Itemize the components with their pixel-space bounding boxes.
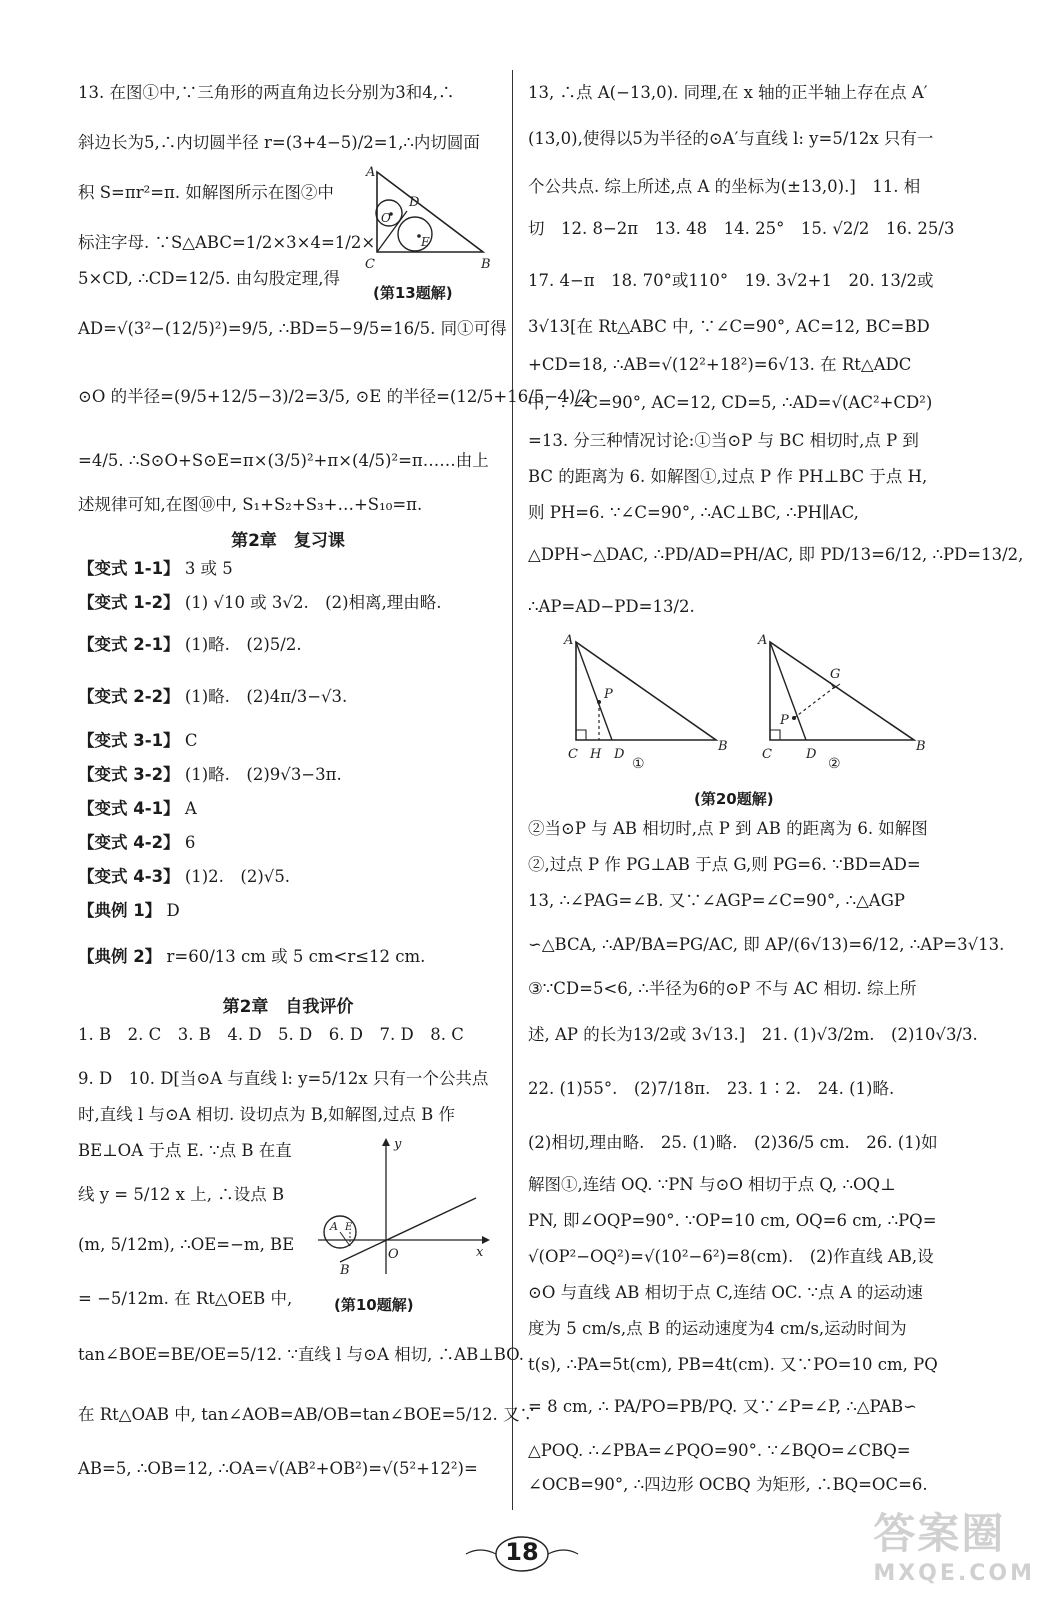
review-item bbox=[78, 762, 342, 788]
right-line: = 8 cm, ∴ PA/PO=PB/PQ. 又∵∠P=∠P, ∴△PAB∽ bbox=[528, 1397, 917, 1416]
right-line: =13. 分三种情况讨论:①当⊙P 与 BC 相切时,点 P 到 bbox=[528, 431, 919, 450]
review-item bbox=[78, 728, 197, 754]
watermark-bottom: MXQE.COM bbox=[873, 1561, 1035, 1586]
right-line: 22. (1)55°. (2)7/18π. 23. 1∶2. 24. (1)略. bbox=[528, 1079, 895, 1098]
review-answer: (1)略. (2)9√3−3π. bbox=[184, 765, 342, 784]
fig20b-label-c: C bbox=[762, 747, 772, 762]
eval-line-4: BE⊥OA 于点 E. ∵点 B 在直 bbox=[78, 1141, 292, 1160]
fig20a-number: ① bbox=[632, 756, 645, 772]
right-line: ②当⊙P 与 AB 相切时,点 P 到 AB 的距离为 6. 如解图 bbox=[528, 819, 928, 838]
page-number bbox=[462, 1532, 582, 1576]
eval-line-5: 线 y = 5/12 x 上, ∴设点 B bbox=[78, 1185, 285, 1204]
right-line: PN, 即∠OQP=90°. ∵OP=10 cm, OQ=6 cm, ∴PQ= bbox=[528, 1211, 937, 1230]
review-label: 【变式 4-1】 bbox=[78, 799, 180, 818]
right-line: 解图①,连结 OQ. ∵PN 与⊙O 相切于点 Q, ∴OQ⊥ bbox=[528, 1175, 896, 1194]
right-line: △POQ. ∴∠PBA=∠PQO=90°. ∵∠BQO=∠CBQ= bbox=[528, 1441, 911, 1460]
watermark-top: 答案圈 bbox=[873, 1509, 1006, 1558]
right-line: 13, ∴点 A(−13,0). 同理,在 x 轴的正半轴上存在点 A′ bbox=[528, 83, 928, 102]
column-divider bbox=[512, 70, 513, 1510]
review-answer: D bbox=[166, 901, 180, 920]
q13-line-8: =4/5. ∴S⊙O+S⊙E=π×(3/5)²+π×(4/5)²=π……由上 bbox=[78, 451, 489, 470]
right-line: BC 的距离为 6. 如解图①,过点 P 作 PH⊥BC 于点 H, bbox=[528, 467, 928, 486]
review-item bbox=[78, 898, 180, 924]
review-answer: (1)略. (2)4π/3−√3. bbox=[184, 687, 348, 706]
review-item bbox=[78, 590, 442, 616]
fig20a-label-h: H bbox=[590, 747, 602, 762]
review-item bbox=[78, 632, 302, 658]
right-line: +CD=18, ∴AB=√(12²+18²)=6√13. 在 Rt△ADC bbox=[528, 355, 912, 374]
right-line: 17. 4−π 18. 70°或110° 19. 3√2+1 20. 13/2或 bbox=[528, 271, 934, 290]
figure-20-diagram-2 bbox=[750, 632, 940, 772]
review-item bbox=[78, 944, 425, 970]
right-line: 中, ∵∠C=90°, AC=12, CD=5, ∴AD=√(AC²+CD²) bbox=[528, 393, 933, 412]
review-label: 【变式 3-2】 bbox=[78, 765, 180, 784]
figure-20-diagram-1 bbox=[556, 632, 746, 772]
fig10-label-b: B bbox=[340, 1263, 350, 1278]
fig20b-label-a: A bbox=[758, 633, 768, 648]
review-label: 【典例 2】 bbox=[78, 947, 162, 966]
right-line: (13,0),使得以5为半径的⊙A′与直线 l: y=5/12x 只有一 bbox=[528, 129, 934, 148]
figure-10-caption: (第10题解) bbox=[334, 1296, 414, 1314]
review-label: 【变式 2-2】 bbox=[78, 687, 180, 706]
figure-13-caption: (第13题解) bbox=[373, 284, 453, 302]
review-answer: 6 bbox=[184, 833, 196, 852]
q13-line-1: 13. 在图①中,∵三角形的两直角边长分别为3和4,∴ bbox=[78, 83, 455, 102]
right-line: 13, ∴∠PAG=∠B. 又∵∠AGP=∠C=90°, ∴△AGP bbox=[528, 891, 906, 910]
review-answer: (1)2. (2)√5. bbox=[184, 867, 291, 886]
figure-10-coordinate bbox=[314, 1134, 494, 1284]
review-answer: C bbox=[184, 731, 198, 750]
review-label: 【变式 3-1】 bbox=[78, 731, 180, 750]
review-item bbox=[78, 830, 195, 856]
review-answer: (1)略. (2)5/2. bbox=[184, 635, 302, 654]
right-line: 3√13[在 Rt△ABC 中, ∵∠C=90°, AC=12, BC=BD bbox=[528, 317, 930, 336]
eval-line-3: 时,直线 l 与⊙A 相切. 设切点为 B,如解图,过点 B 作 bbox=[78, 1105, 455, 1124]
fig20a-label-a: A bbox=[564, 633, 574, 648]
fig20a-label-c: C bbox=[568, 747, 578, 762]
eval-line-1: 1. B 2. C 3. B 4. D 5. D 6. D 7. D 8. C bbox=[78, 1025, 464, 1044]
q13-line-3: 积 S=πr²=π. 如解图所示在图②中 bbox=[78, 183, 334, 202]
right-line: (2)相切,理由略. 25. (1)略. (2)36/5 cm. 26. (1)如 bbox=[528, 1133, 938, 1152]
review-heading: 第2章 复习课 bbox=[231, 531, 345, 551]
fig20b-label-b: B bbox=[916, 739, 926, 754]
review-answer: 3 或 5 bbox=[184, 559, 233, 578]
review-label: 【变式 4-3】 bbox=[78, 867, 180, 886]
fig10-label-x: x bbox=[476, 1245, 484, 1260]
right-line: 则 PH=6. ∵∠C=90°, ∴AC⊥BC, ∴PH∥AC, bbox=[528, 503, 859, 522]
right-line: 切 12. 8−2π 13. 48 14. 25° 15. √2/2 16. 25/3 bbox=[528, 219, 955, 238]
right-line: √(OP²−OQ²)=√(10²−6²)=8(cm). (2)作直线 AB,设 bbox=[528, 1247, 934, 1266]
review-answer: r=60/13 cm 或 5 cm<r≤12 cm. bbox=[166, 947, 426, 966]
right-line: ∴AP=AD−PD=13/2. bbox=[528, 597, 695, 616]
right-line: t(s), ∴PA=5t(cm), PB=4t(cm). 又∵PO=10 cm, PQ bbox=[528, 1355, 938, 1374]
eval-line-9: 在 Rt△OAB 中, tan∠AOB=AB/OB=tan∠BOE=5/12. 又∵ bbox=[78, 1405, 536, 1424]
right-line: ③∵CD=5<6, ∴半径为6的⊙P 不与 AC 相切. 综上所 bbox=[528, 979, 917, 998]
right-line: ⊙O 与直线 AB 相切于点 C,连结 OC. ∵点 A 的运动速 bbox=[528, 1283, 923, 1302]
q13-line-4: 标注字母. ∵S△ABC=1/2×3×4=1/2× bbox=[78, 233, 376, 252]
fig13-label-o: O bbox=[381, 211, 391, 225]
review-label: 【变式 4-2】 bbox=[78, 833, 180, 852]
review-item bbox=[78, 556, 233, 582]
figure-20-caption: (第20题解) bbox=[694, 790, 774, 808]
fig13-label-a: A bbox=[366, 166, 376, 180]
eval-line-8: tan∠BOE=BE/OE=5/12. ∵直线 l 与⊙A 相切, ∴AB⊥BO. bbox=[78, 1345, 524, 1364]
q13-line-9: 述规律可知,在图⑩中, S₁+S₂+S₃+…+S₁₀=π. bbox=[78, 495, 423, 514]
fig10-label-y: y bbox=[394, 1137, 402, 1152]
fig20b-label-p: P bbox=[780, 713, 789, 728]
q13-line-2: 斜边长为5,∴内切圆半径 r=(3+4−5)/2=1,∴内切圆面 bbox=[78, 133, 480, 152]
review-answer: A bbox=[184, 799, 197, 818]
right-line: 个公共点. 综上所述,点 A 的坐标为(±13,0).] 11. 相 bbox=[528, 177, 921, 196]
q13-line-7: ⊙O 的半径=(9/5+12/5−3)/2=3/5, ⊙E 的半径=(12/5+16/5−4)/2 bbox=[78, 387, 592, 406]
fig10-label-o: O bbox=[388, 1247, 399, 1262]
q13-line-5: 5×CD, ∴CD=12/5. 由勾股定理,得 bbox=[78, 269, 341, 288]
review-item bbox=[78, 796, 197, 822]
fig20a-label-b: B bbox=[718, 739, 728, 754]
fig20a-label-p: P bbox=[604, 687, 613, 702]
fig20b-number: ② bbox=[828, 756, 841, 772]
fig20b-label-g: G bbox=[830, 667, 841, 682]
eval-heading: 第2章 自我评价 bbox=[222, 997, 354, 1017]
fig13-label-c: C bbox=[365, 257, 375, 272]
right-line: 度为 5 cm/s,点 B 的运动速度为4 cm/s,运动时间为 bbox=[528, 1319, 907, 1338]
review-item bbox=[78, 864, 290, 890]
right-line: ∽△BCA, ∴AP/BA=PG/AC, 即 AP/(6√13)=6/12, ∴AP=3√13. bbox=[528, 935, 1005, 954]
review-answer: (1) √10 或 3√2. (2)相离,理由略. bbox=[184, 593, 442, 612]
fig10-label-e: E bbox=[345, 1222, 353, 1233]
fig10-label-a: A bbox=[330, 1220, 338, 1233]
review-label: 【变式 1-1】 bbox=[78, 559, 180, 578]
review-item bbox=[78, 684, 347, 710]
q13-line-6: AD=√(3²−(12/5)²)=9/5, ∴BD=5−9/5=16/5. 同①可得 bbox=[78, 319, 507, 338]
eval-line-10: AB=5, ∴OB=12, ∴OA=√(AB²+OB²)=√(5²+12²)= bbox=[78, 1459, 478, 1478]
watermark-logo bbox=[873, 1501, 1035, 1586]
right-line: ∠OCB=90°, ∴四边形 OCBQ 为矩形, ∴BQ=OC=6. bbox=[528, 1475, 928, 1494]
page-number-text: 18 bbox=[505, 1538, 539, 1566]
right-line: ②,过点 P 作 PG⊥AB 于点 G,则 PG=6. ∵BD=AD= bbox=[528, 855, 921, 874]
eval-line-6: (m, 5/12m), ∴OE=−m, BE bbox=[78, 1235, 295, 1254]
fig13-label-b: B bbox=[481, 257, 491, 272]
fig13-label-e: E bbox=[421, 235, 430, 249]
right-line: 述, AP 的长为13/2或 3√13.] 21. (1)√3/2m. (2)10√3/3. bbox=[528, 1025, 978, 1044]
eval-line-7: = −5/12m. 在 Rt△OEB 中, bbox=[78, 1289, 293, 1308]
review-label: 【变式 2-1】 bbox=[78, 635, 180, 654]
figure-13-triangle bbox=[363, 166, 493, 276]
fig13-label-d: D bbox=[409, 195, 420, 210]
right-line: △DPH∽△DAC, ∴PD/AD=PH/AC, 即 PD/13=6/12, ∴PD=13/2, bbox=[528, 545, 1024, 564]
fig20b-label-d: D bbox=[806, 747, 817, 762]
review-label: 【典例 1】 bbox=[78, 901, 162, 920]
eval-line-2: 9. D 10. D[当⊙A 与直线 l: y=5/12x 只有一个公共点 bbox=[78, 1069, 489, 1088]
fig20a-label-d: D bbox=[614, 747, 625, 762]
review-label: 【变式 1-2】 bbox=[78, 593, 180, 612]
